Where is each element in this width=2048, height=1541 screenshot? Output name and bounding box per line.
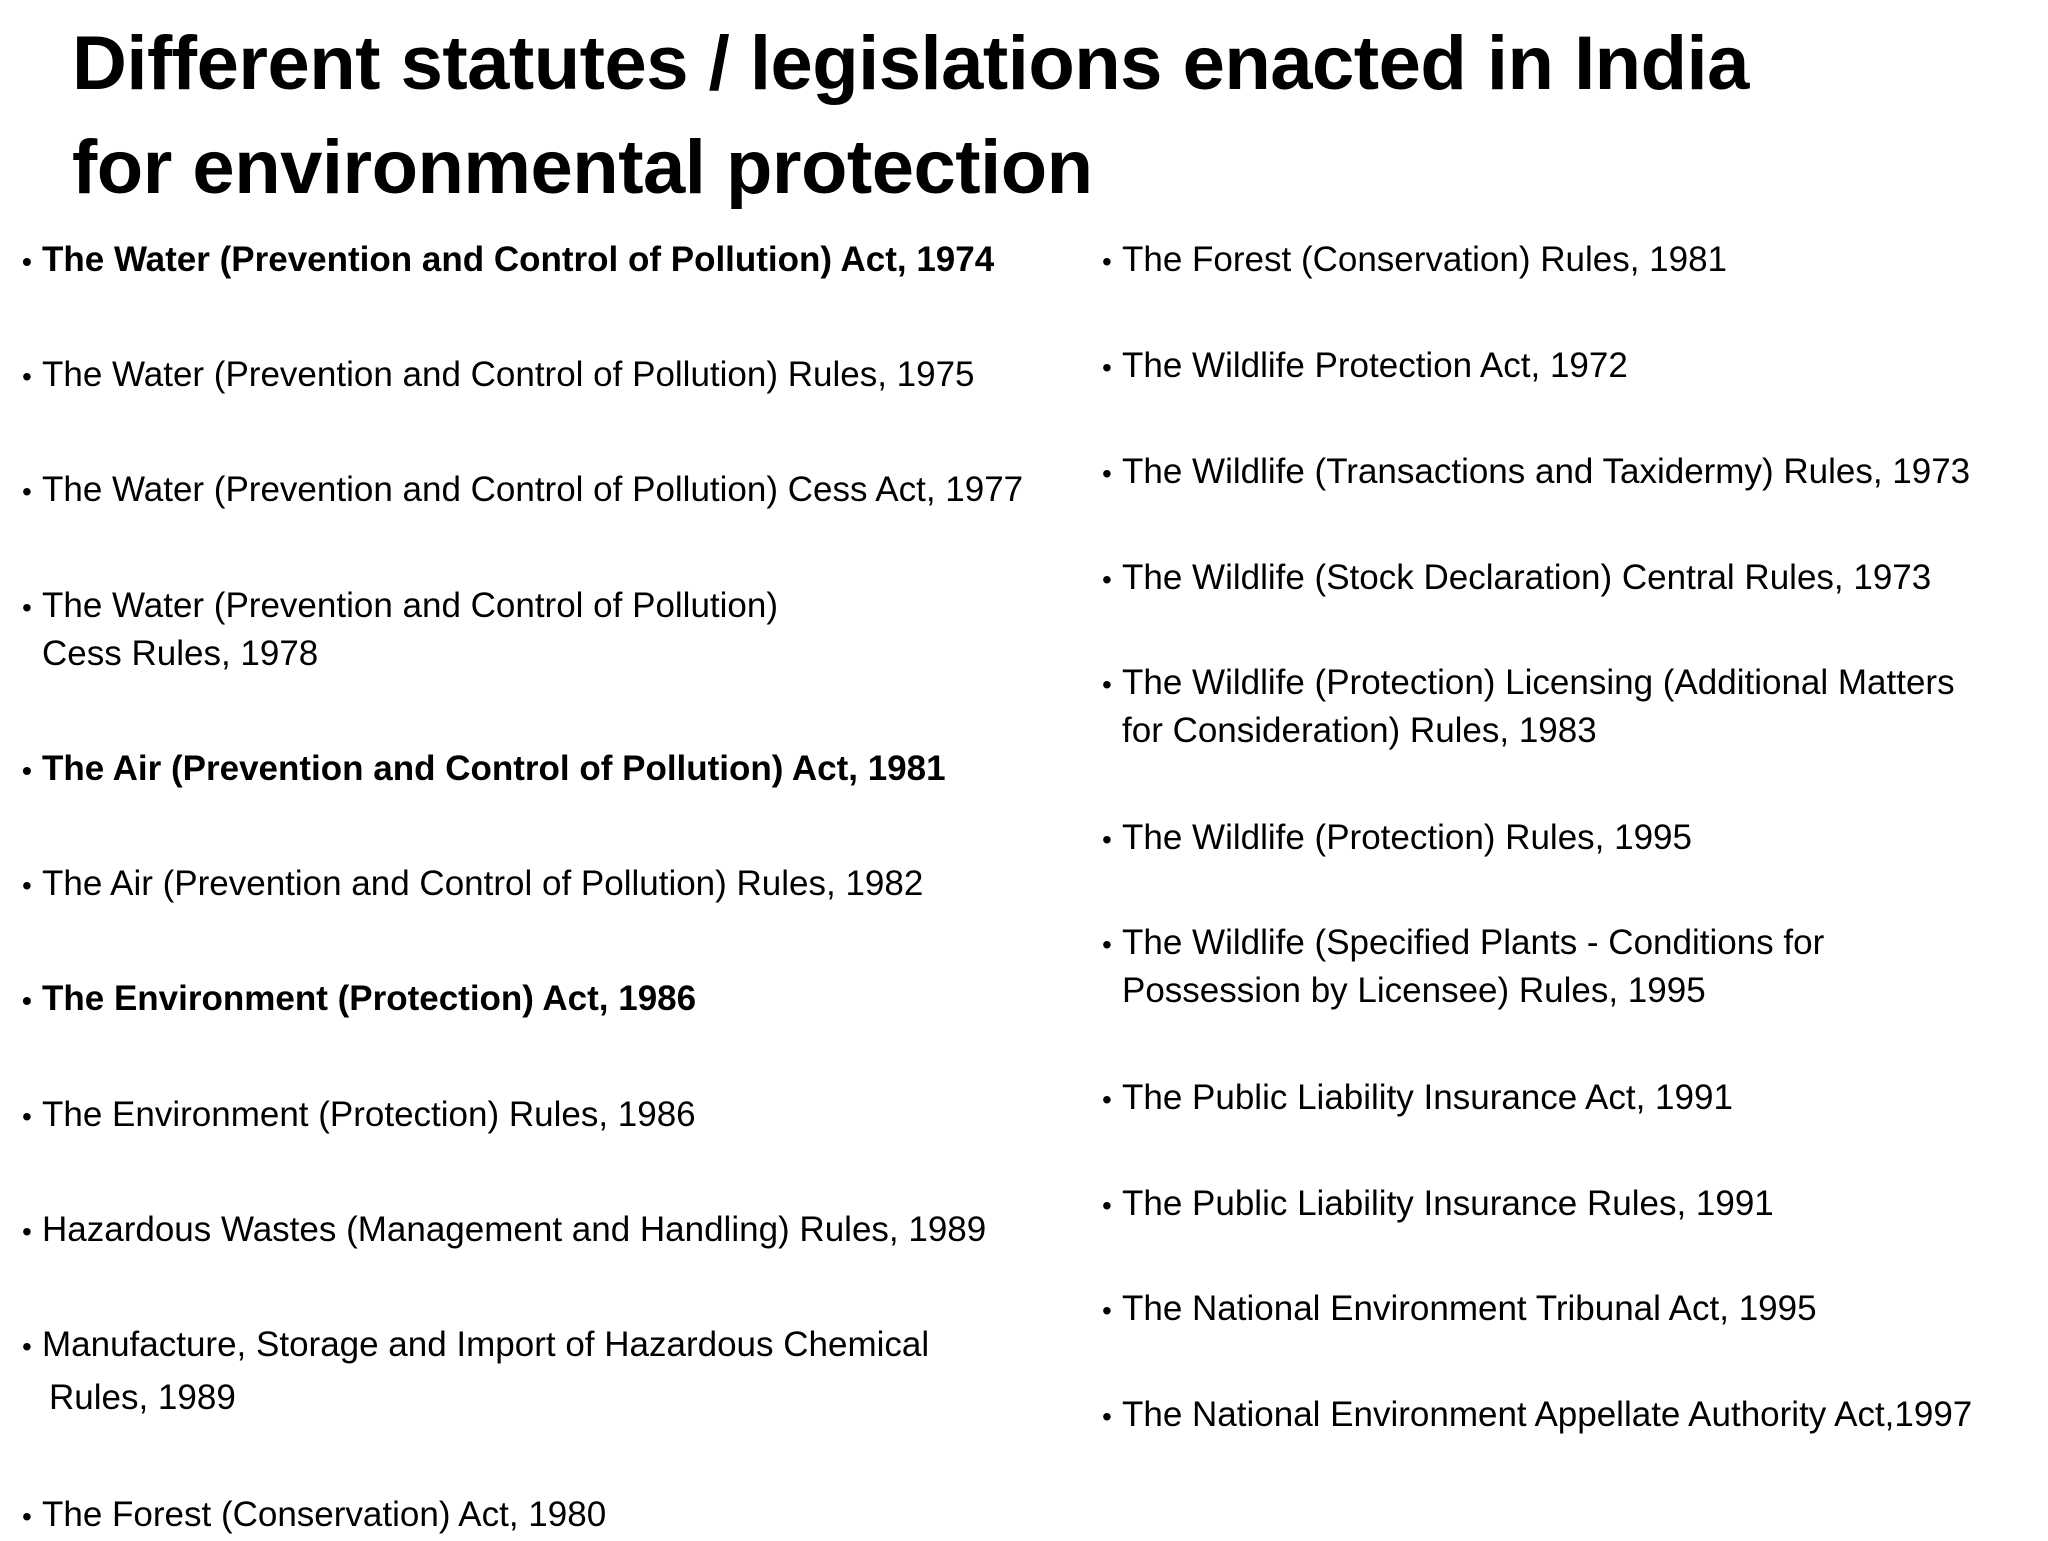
right-statute-item-text xyxy=(1122,1391,1972,1439)
right-statute-item-line: The National Environment Appellate Authority Act,1997 xyxy=(1122,1395,1973,1434)
right-statute-item-line: The Wildlife (Protection) Licensing (Additional Matters xyxy=(1122,663,1955,702)
bullet-icon: • xyxy=(22,592,32,623)
bullet-icon: • xyxy=(22,1101,32,1132)
bullet-icon: • xyxy=(1102,246,1112,277)
slide-title-line-2: for environmental protection xyxy=(72,125,1093,210)
right-statute-item-line: The Wildlife (Protection) Rules, 1995 xyxy=(1122,818,1692,857)
right-statute-item-text xyxy=(1122,554,1931,602)
bullet-icon: • xyxy=(22,985,32,1016)
bullet-icon: • xyxy=(22,476,32,507)
right-statute-item-line: Possession by Licensee) Rules, 1995 xyxy=(1122,971,1706,1010)
left-statute-item xyxy=(22,582,778,678)
right-statute-item xyxy=(1102,1180,1774,1228)
right-statute-item-text xyxy=(1122,1180,1774,1228)
left-statute-item xyxy=(22,745,946,793)
right-statute-item xyxy=(1102,919,1824,1015)
bullet-icon: • xyxy=(1102,352,1112,383)
right-statute-item-text xyxy=(1122,1285,1817,1333)
left-statute-item xyxy=(22,1491,606,1539)
right-statute-item-line: for Consideration) Rules, 1983 xyxy=(1122,711,1597,750)
left-statute-item-text xyxy=(42,975,696,1023)
right-statute-item-text xyxy=(1122,919,1824,1015)
left-statute-item-line: The Air (Prevention and Control of Pollution) Rules, 1982 xyxy=(42,864,924,903)
bullet-icon: • xyxy=(1102,564,1112,595)
right-statute-item-text xyxy=(1122,814,1692,862)
left-statute-item-line: The Environment (Protection) Rules, 1986 xyxy=(42,1095,696,1134)
right-statute-item xyxy=(1102,659,1955,755)
right-statute-item-line: The Wildlife (Specified Plants - Conditions for xyxy=(1122,923,1825,962)
left-statute-item-line: The Water (Prevention and Control of Pollution) Cess Act, 1977 xyxy=(42,470,1024,509)
left-statute-item-line: The Water (Prevention and Control of Pollution) Rules, 1975 xyxy=(42,355,975,394)
left-statute-item-line: Rules, 1989 xyxy=(49,1378,236,1417)
right-statute-item xyxy=(1102,554,1931,602)
bullet-icon: • xyxy=(1102,1295,1112,1326)
right-statute-item-line: The Forest (Conservation) Rules, 1981 xyxy=(1122,240,1727,279)
left-statute-item-line: Manufacture, Storage and Import of Hazardous Chemical xyxy=(42,1325,930,1364)
bullet-icon: • xyxy=(22,870,32,901)
left-statute-item xyxy=(22,466,1023,514)
left-statute-item-text xyxy=(42,745,946,793)
left-statute-item xyxy=(22,1091,696,1139)
left-statute-item-line: The Air (Prevention and Control of Pollution) Act, 1981 xyxy=(42,749,946,788)
left-statute-item-text xyxy=(42,582,778,678)
right-statute-item-line: The Wildlife (Transactions and Taxidermy) Rules, 1973 xyxy=(1122,452,1971,491)
right-statute-item xyxy=(1102,1074,1733,1122)
bullet-icon: • xyxy=(22,1331,32,1362)
left-statute-item xyxy=(22,236,994,284)
left-statute-item-text xyxy=(42,236,994,284)
bullet-icon: • xyxy=(22,1501,32,1532)
left-statute-item-line: The Water (Prevention and Control of Pollution) xyxy=(42,586,779,625)
left-statute-item-line: Hazardous Wastes (Management and Handling) Rules, 1989 xyxy=(42,1210,987,1249)
right-statute-item xyxy=(1102,1391,1972,1439)
right-statute-item-text xyxy=(1122,342,1628,390)
left-statute-item-text xyxy=(42,1321,929,1427)
bullet-icon: • xyxy=(1102,458,1112,489)
left-statute-item xyxy=(22,860,923,908)
left-statute-item-line: The Forest (Conservation) Act, 1980 xyxy=(42,1495,607,1534)
bullet-icon: • xyxy=(22,1216,32,1247)
bullet-icon: • xyxy=(1102,1190,1112,1221)
right-statute-item-line: The National Environment Tribunal Act, 1995 xyxy=(1122,1289,1817,1328)
bullet-icon: • xyxy=(1102,929,1112,960)
left-statute-item-line: Cess Rules, 1978 xyxy=(42,634,319,673)
left-statute-item-text xyxy=(42,1206,986,1254)
right-statute-item-line: The Public Liability Insurance Rules, 1991 xyxy=(1122,1184,1774,1223)
left-statute-item-text xyxy=(42,1491,606,1539)
right-statute-item xyxy=(1102,236,1727,284)
bullet-icon: • xyxy=(22,361,32,392)
bullet-icon: • xyxy=(1102,1084,1112,1115)
bullet-icon: • xyxy=(1102,669,1112,700)
left-statute-item-line: The Environment (Protection) Act, 1986 xyxy=(42,979,697,1018)
left-statute-item xyxy=(22,1321,929,1427)
bullet-icon: • xyxy=(1102,1401,1112,1432)
left-statute-item-text xyxy=(42,351,975,399)
left-statute-item xyxy=(22,975,696,1023)
right-statute-item-line: The Public Liability Insurance Act, 1991 xyxy=(1122,1078,1733,1117)
bullet-icon: • xyxy=(22,246,32,277)
right-statute-item xyxy=(1102,448,1970,496)
bullet-icon: • xyxy=(1102,824,1112,855)
left-statute-item-text xyxy=(42,466,1023,514)
right-statute-item xyxy=(1102,342,1628,390)
left-statute-item xyxy=(22,1206,986,1254)
right-statute-item-text xyxy=(1122,448,1970,496)
bullet-icon: • xyxy=(22,755,32,786)
right-statute-item-text xyxy=(1122,659,1955,755)
right-statute-item-text xyxy=(1122,1074,1733,1122)
right-statute-item-text xyxy=(1122,236,1727,284)
slide-title xyxy=(72,12,2012,220)
right-statute-item xyxy=(1102,1285,1817,1333)
left-statute-item-line: The Water (Prevention and Control of Pollution) Act, 1974 xyxy=(42,240,995,279)
left-statute-item-text xyxy=(42,1091,696,1139)
left-statute-item xyxy=(22,351,975,399)
right-statute-item-line: The Wildlife Protection Act, 1972 xyxy=(1122,346,1628,385)
right-statute-item xyxy=(1102,814,1692,862)
right-statute-item-line: The Wildlife (Stock Declaration) Central Rules, 1973 xyxy=(1122,558,1932,597)
slide-title-line-1: Different statutes / legislations enacted in India xyxy=(72,21,1749,106)
left-statute-item-text xyxy=(42,860,923,908)
